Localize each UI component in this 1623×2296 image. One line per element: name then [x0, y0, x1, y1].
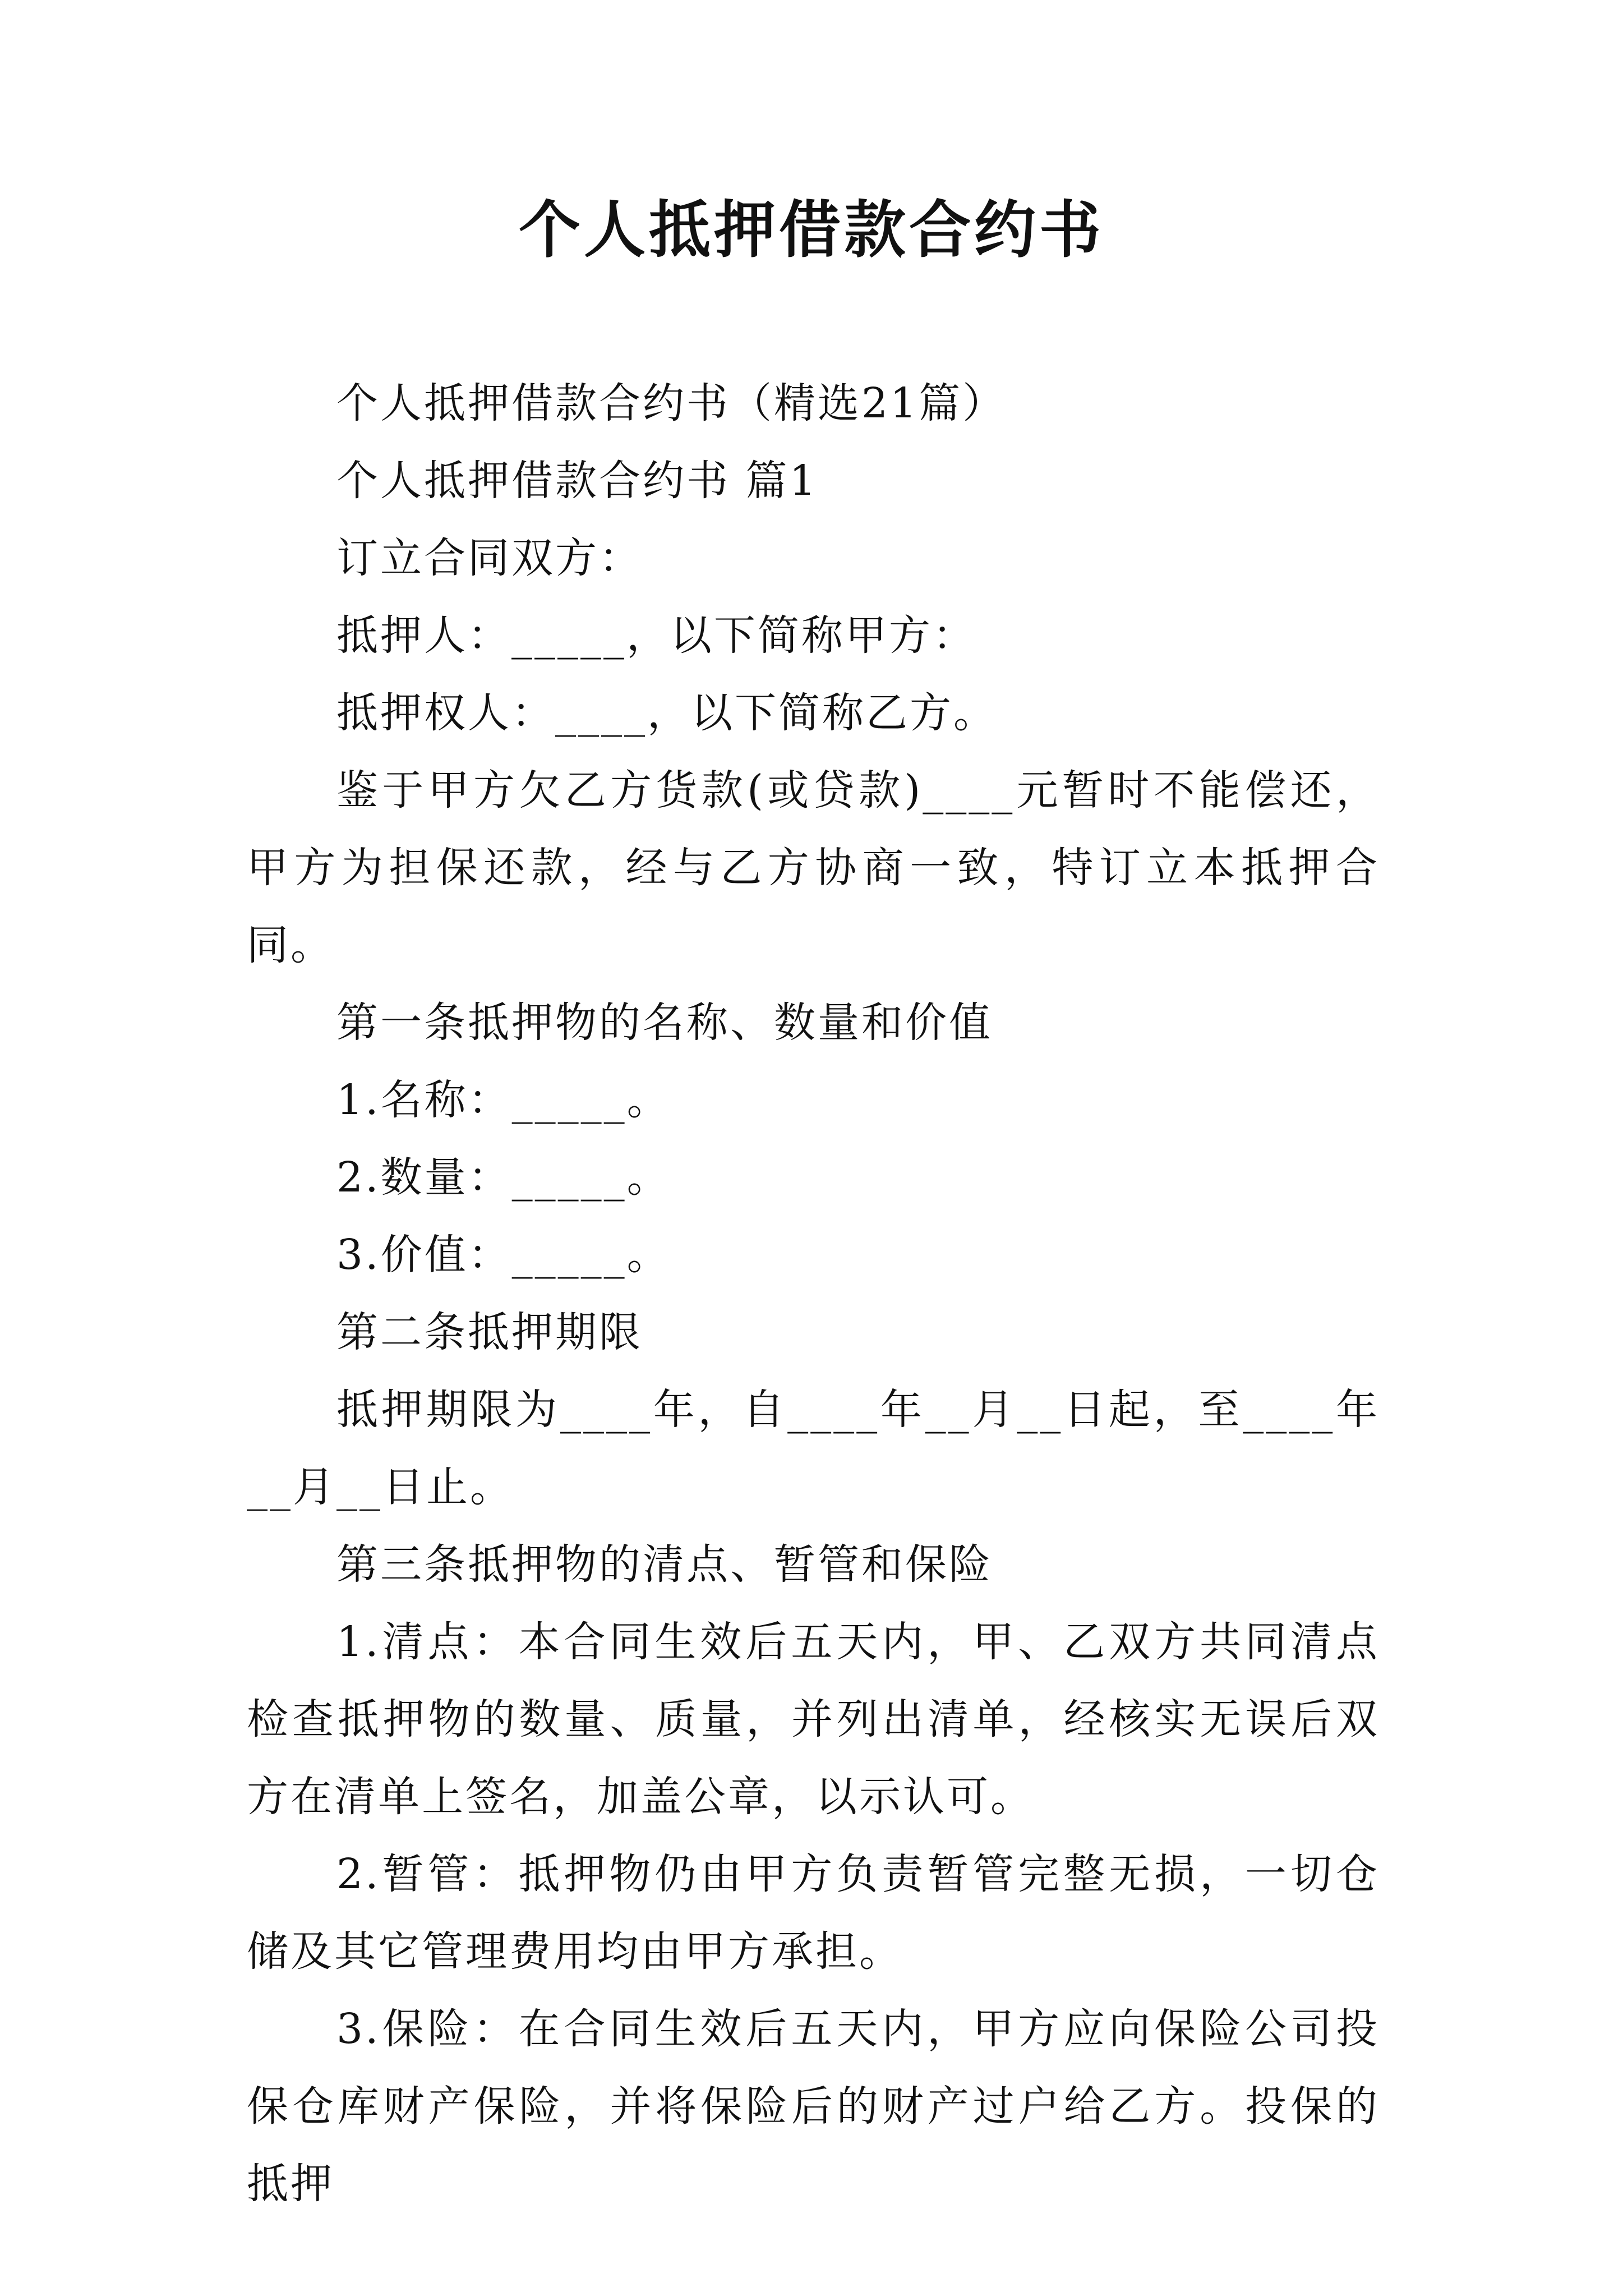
- paragraph-article-2-heading: 第二条抵押期限: [336, 1308, 643, 1356]
- paragraph-article-3-heading: 第三条抵押物的清点、暂管和保险: [336, 1540, 993, 1589]
- paragraph-article-2-term: 抵押期限为____年，自____年__月__日起，至____年__月__日止。: [247, 1386, 1380, 1511]
- paragraph-collection-title: 个人抵押借款合约书（精选21篇）: [336, 379, 1007, 427]
- paragraph-mortgagor: 抵押人：_____，以下简称甲方：: [336, 611, 976, 660]
- paragraph-article-3-custody: 2.暂管：抵押物仍由甲方负责暂管完整无损，一切仓储及其它管理费用均由甲方承担。: [247, 1850, 1380, 1976]
- paragraph-article-1-value: 3.价值：_____。: [336, 1231, 671, 1279]
- paragraph-parties-intro: 订立合同双方：: [336, 534, 643, 582]
- paragraph-article-1-quantity: 2.数量：_____。: [336, 1153, 671, 1202]
- paragraph-article-1-name: 1.名称：_____。: [336, 1076, 671, 1124]
- paragraph-recital: 鉴于甲方欠乙方货款(或贷款)____元暂时不能偿还，甲方为担保还款，经与乙方协商一致，特订立本抵押合同。: [247, 766, 1380, 969]
- paragraph-section-heading: 个人抵押借款合约书 篇1: [336, 457, 818, 505]
- paragraph-mortgagee: 抵押权人：____，以下简称乙方。: [336, 689, 997, 737]
- paragraph-article-3-insurance: 3.保险：在合同生效后五天内，甲方应向保险公司投保仓库财产保险，并将保险后的财产过户给乙方。投保的抵押: [247, 2005, 1380, 2208]
- paragraph-article-3-inventory: 1.清点：本合同生效后五天内，甲、乙双方共同清点检查抵押物的数量、质量，并列出清单，经核实无误后双方在清单上签名，加盖公章，以示认可。: [247, 1618, 1380, 1821]
- document-body: [247, 365, 1380, 2223]
- document-title: 个人抵押借款合约书: [519, 194, 1104, 266]
- paragraph-article-1-heading: 第一条抵押物的名称、数量和价值: [336, 999, 993, 1047]
